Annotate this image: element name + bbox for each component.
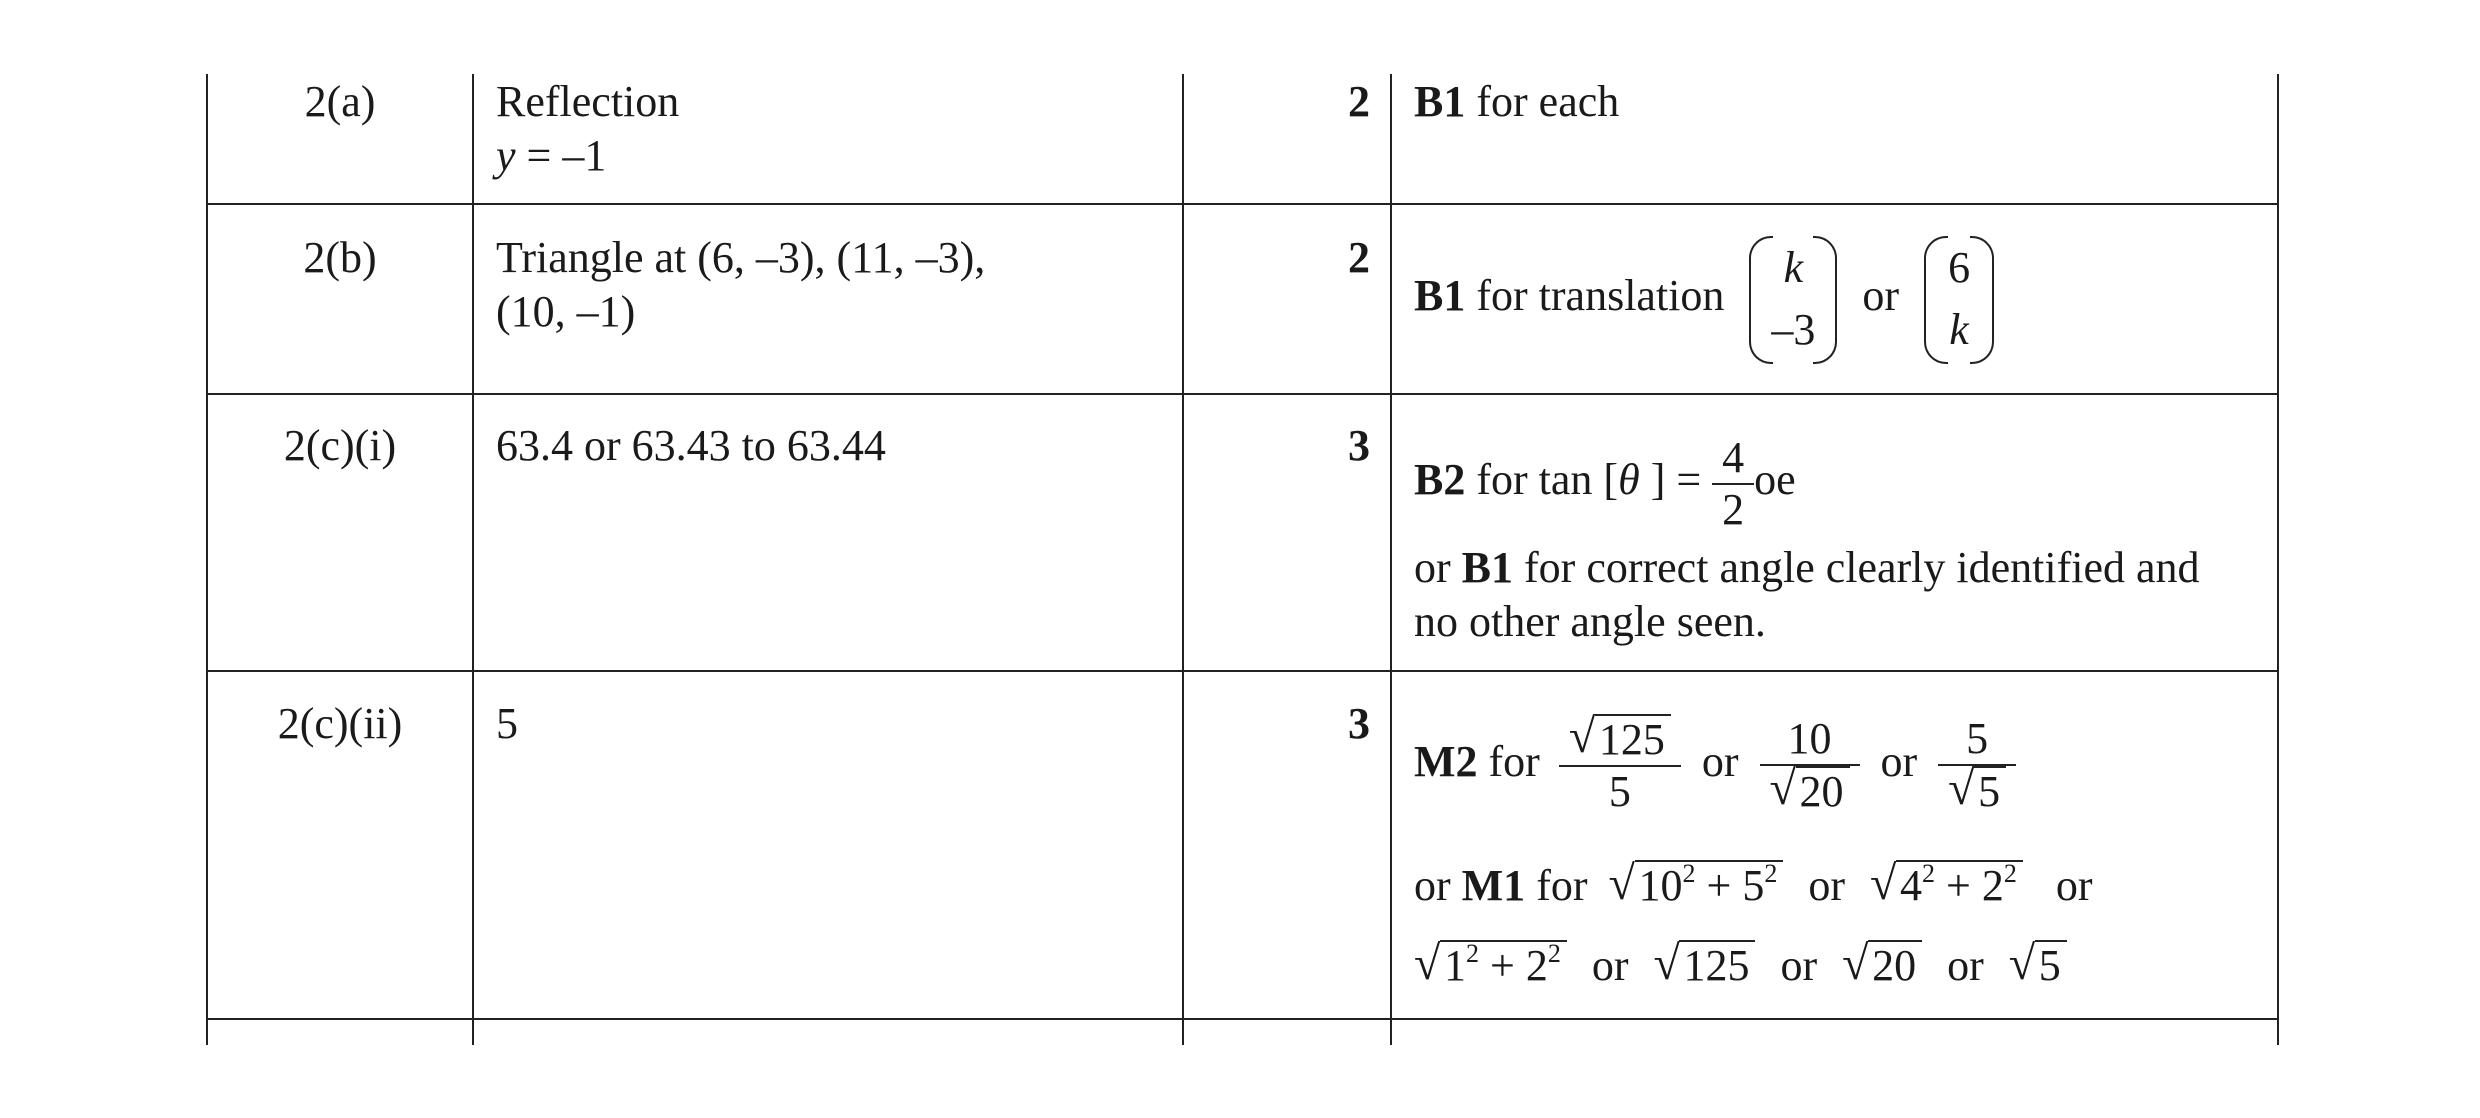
column-vector-1 bbox=[1749, 236, 1837, 364]
mark-number: 2 bbox=[1348, 233, 1370, 282]
theta-symbol: θ bbox=[1618, 455, 1640, 504]
fraction-numerator: √ 125 bbox=[1559, 714, 1681, 765]
guidance-text: for correct angle clearly identified and bbox=[1513, 543, 2200, 592]
fraction-numerator: 4 bbox=[1722, 432, 1745, 482]
square-root-1: √ $10^2 + 5^2$ bbox=[1609, 860, 1784, 912]
question-number: 2(a) bbox=[304, 77, 376, 126]
vector-top: k bbox=[1783, 242, 1804, 292]
or-word: or bbox=[1701, 737, 1739, 786]
row-divider-2 bbox=[206, 393, 2278, 395]
variable-y: y bbox=[496, 131, 516, 180]
answer-text: 63.4 or 63.43 to 63.44 bbox=[496, 421, 886, 470]
or-word: or bbox=[2055, 861, 2093, 910]
mark-value bbox=[1184, 420, 1370, 472]
answer-line-2: (10, –1) bbox=[496, 287, 636, 336]
guidance-text: for tan [ bbox=[1465, 455, 1619, 504]
mark-code: M1 bbox=[1461, 861, 1526, 910]
mark-number: 3 bbox=[1348, 699, 1370, 748]
answer-text: 5 bbox=[496, 699, 518, 748]
guidance-b1-line-2: no other angle seen. bbox=[1414, 597, 1766, 646]
row-divider-4 bbox=[206, 1018, 2278, 1020]
mark-code: B2 bbox=[1414, 455, 1466, 504]
guidance-text: for translation bbox=[1465, 271, 1725, 320]
guidance-text: for bbox=[1525, 861, 1588, 910]
guidance-notes bbox=[1414, 76, 1619, 128]
answer-line-2: = –1 bbox=[515, 131, 607, 180]
or-word: or bbox=[1880, 737, 1918, 786]
guidance-text: for each bbox=[1465, 77, 1620, 126]
guidance-text: for bbox=[1477, 737, 1540, 786]
or-word: or bbox=[1780, 941, 1818, 990]
guidance-m1-line-1 bbox=[1414, 857, 2093, 912]
question-number: 2(b) bbox=[303, 233, 377, 282]
guidance-text: ] = bbox=[1639, 455, 1702, 504]
square-root-4: √ 125 bbox=[1653, 940, 1755, 992]
answer-text bbox=[496, 130, 606, 182]
fraction-2 bbox=[1760, 714, 1860, 817]
mark-value bbox=[1184, 232, 1370, 284]
guidance-b2 bbox=[1414, 430, 1796, 534]
table-border-left bbox=[206, 74, 208, 1045]
row-divider-1 bbox=[206, 203, 2278, 205]
fraction-denominator: 5 bbox=[1559, 765, 1681, 817]
fraction-numerator: 10 bbox=[1787, 714, 1832, 764]
answer-text bbox=[496, 76, 679, 128]
answer-line-1: Reflection bbox=[496, 77, 680, 126]
or-word: or bbox=[1808, 861, 1845, 910]
mark-number: 2 bbox=[1348, 77, 1370, 126]
mark-code: M2 bbox=[1414, 737, 1478, 786]
or-word: or bbox=[1591, 941, 1629, 990]
oe-text: oe bbox=[1754, 455, 1796, 504]
fraction-denominator: √ 5 bbox=[1938, 764, 2016, 817]
fraction-1 bbox=[1559, 710, 1681, 817]
guidance-notes bbox=[1414, 232, 1994, 360]
mark-value bbox=[1184, 76, 1370, 128]
guidance-b1-line-1 bbox=[1414, 542, 2200, 594]
square-root-5: √ 20 bbox=[1842, 940, 1922, 992]
column-vector-2 bbox=[1924, 236, 1994, 364]
or-word: or bbox=[1947, 941, 1984, 990]
question-number: 2(c)(ii) bbox=[277, 699, 403, 748]
mark-value bbox=[1184, 698, 1370, 750]
answer-line-1: Triangle at (6, –3), (11, –3), bbox=[496, 233, 986, 282]
fraction-denominator: 2 bbox=[1712, 483, 1754, 535]
square-root-2: √ $4^2 + 2^2$ bbox=[1870, 860, 2023, 912]
fraction bbox=[1712, 433, 1754, 535]
guidance-m2 bbox=[1414, 710, 2016, 817]
question-number: 2(c)(i) bbox=[283, 421, 397, 470]
guidance-text: or bbox=[1414, 861, 1462, 910]
vector-bottom: –3 bbox=[1771, 304, 1816, 354]
table-divider-2 bbox=[1182, 74, 1184, 1045]
fraction-3 bbox=[1938, 714, 2016, 817]
mark-number: 3 bbox=[1348, 421, 1370, 470]
vector-top: 6 bbox=[1948, 242, 1971, 292]
fraction-numerator: 5 bbox=[1966, 714, 1989, 764]
table-divider-1 bbox=[472, 74, 474, 1045]
mark-code: B1 bbox=[1414, 77, 1466, 126]
guidance-text: or bbox=[1414, 543, 1462, 592]
table-border-right bbox=[2277, 74, 2279, 1045]
square-root-3: √ $1^2 + 2^2$ bbox=[1414, 940, 1567, 992]
square-root-6: √ 5 bbox=[2009, 940, 2067, 992]
vector-bottom: k bbox=[1949, 304, 1969, 354]
row-divider-3 bbox=[206, 670, 2278, 672]
fraction-denominator: √ 20 bbox=[1760, 764, 1860, 817]
table-divider-3 bbox=[1390, 74, 1392, 1045]
or-word: or bbox=[1862, 271, 1900, 320]
guidance-m1-line-2 bbox=[1414, 937, 2067, 992]
mark-code: B1 bbox=[1414, 271, 1466, 320]
mark-code: B1 bbox=[1461, 543, 1514, 592]
